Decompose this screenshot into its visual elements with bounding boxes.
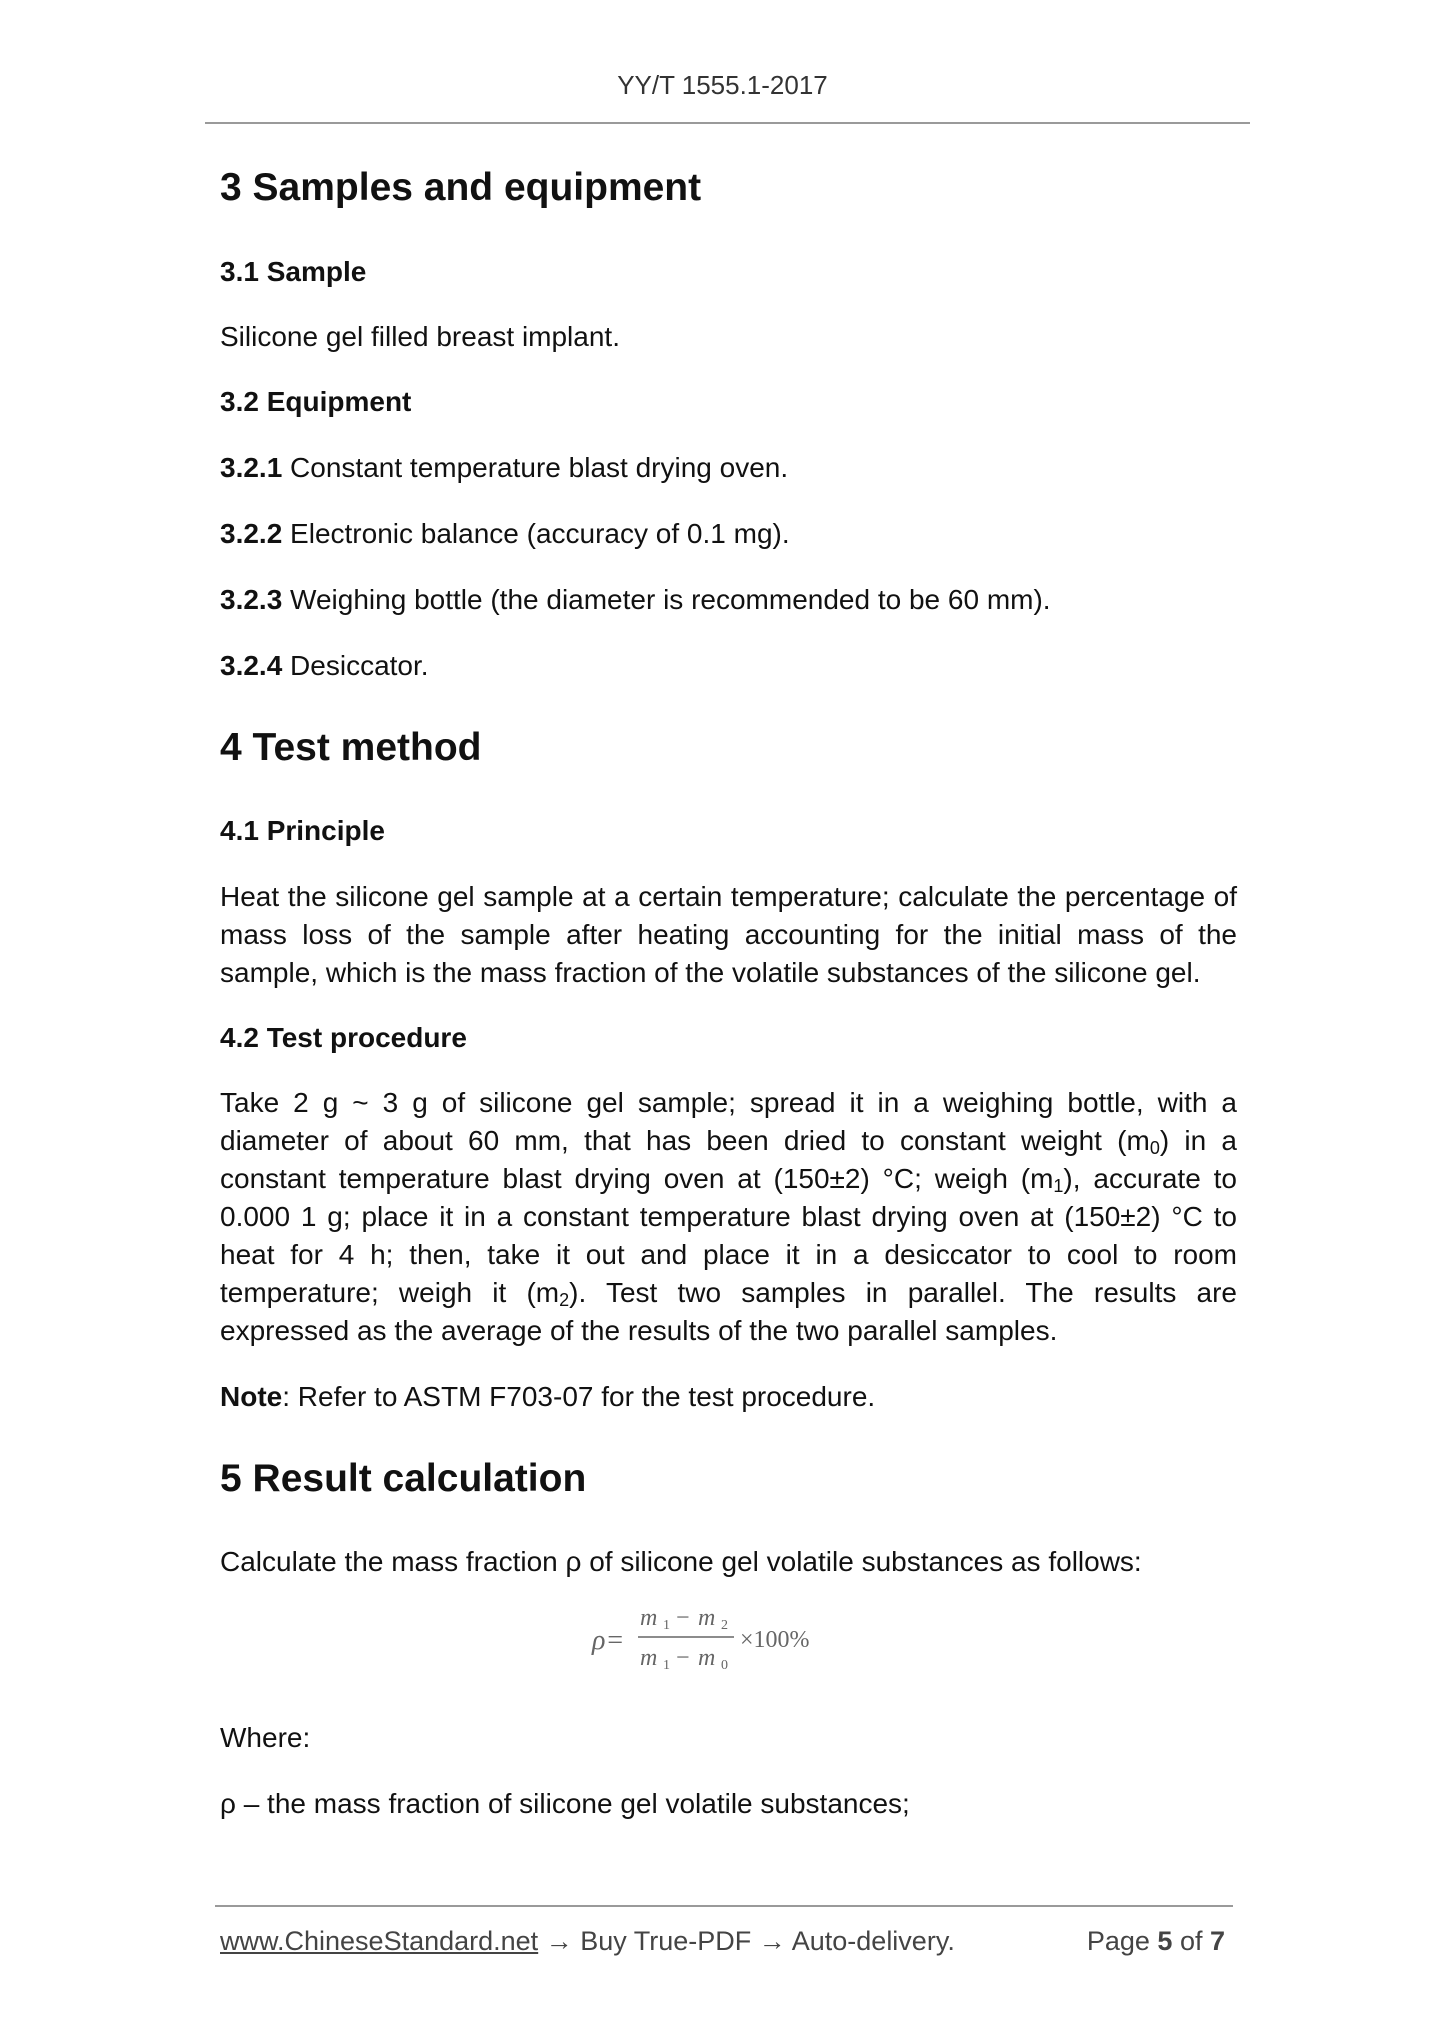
- formula-subscript: 0: [721, 1657, 728, 1673]
- equipment-item-number: 3.2.3: [220, 583, 283, 615]
- procedure-text: Take 2 g ~ 3 g of silicone gel sample; spread it in a weighing bottle, with a diameter of about 60 mm, that has been dried to constant weight (m: [220, 1087, 1237, 1157]
- formula-num-m2: m: [698, 1604, 716, 1631]
- equipment-item: [220, 449, 1237, 487]
- footer-tagline: → Buy True-PDF → Auto-delivery.: [538, 1926, 955, 1956]
- volatile-fraction-formula: [220, 1599, 1237, 1679]
- formula-minus: −: [676, 1644, 690, 1671]
- equipment-item-number: 3.2.2: [220, 517, 283, 549]
- footer-divider: [215, 1905, 1233, 1907]
- page-word: Page: [1086, 1926, 1158, 1956]
- page-content: [220, 165, 1237, 1823]
- procedure-paragraph: [220, 1084, 1237, 1350]
- subscript: 2: [559, 1290, 570, 1311]
- footer-promo: [220, 1926, 955, 1957]
- note-paragraph: [220, 1378, 1237, 1416]
- formula-subscript: 1: [663, 1617, 670, 1633]
- section-5-title: 5 Result calculation: [220, 1457, 587, 1501]
- equipment-item: [220, 647, 1237, 685]
- total-pages: 7: [1209, 1926, 1225, 1956]
- principle-paragraph: Heat the silicone gel sample at a certain temperature; calculate the percentage of mass loss of the sample after heating accounting for the initial mass of the sample, which is the mass fraction of the volatile substances of the silicone gel.: [220, 880, 1237, 988]
- sample-text: Silicone gel filled breast implant.: [220, 321, 620, 353]
- subscript: 1: [1053, 1176, 1064, 1197]
- subsection-3-1-title: 3.1 Sample: [220, 255, 367, 287]
- formula-rhs: ×100%: [740, 1626, 810, 1653]
- subsection-4-2-title: 4.2 Test procedure: [220, 1021, 467, 1053]
- equipment-item-text: Constant temperature blast drying oven.: [282, 451, 789, 483]
- note-label: Note: [220, 1381, 283, 1413]
- formula-minus: −: [676, 1604, 690, 1631]
- where-label: Where:: [220, 1721, 311, 1753]
- website-link[interactable]: www.ChineseStandard.net: [220, 1926, 539, 1956]
- document-code-header: YY/T 1555.1-2017: [617, 70, 828, 100]
- formula-den-m0: m: [698, 1644, 716, 1671]
- of-word: of: [1172, 1926, 1210, 1956]
- header-divider: [205, 122, 1250, 124]
- calculation-intro: Calculate the mass fraction ρ of silicone gel volatile substances as follows:: [220, 1545, 1142, 1577]
- section-4-title: 4 Test method: [220, 725, 482, 769]
- section-3-title: 3 Samples and equipment: [220, 166, 702, 209]
- equipment-item-text: Weighing bottle (the diameter is recommended to be 60 mm).: [282, 583, 1051, 615]
- page-indicator: [1087, 1926, 1225, 1957]
- subscript: 0: [1149, 1138, 1160, 1159]
- equipment-item: [220, 515, 1237, 553]
- equipment-item-text: Electronic balance (accuracy of 0.1 mg).: [282, 517, 790, 549]
- note-text: : Refer to ASTM F703-07 for the test procedure.: [282, 1381, 876, 1413]
- equipment-item-number: 3.2.1: [220, 451, 283, 483]
- procedure-text: ). Test two samples in parallel. The results are expressed as the average of the results of the two parallel samples.: [220, 1277, 1238, 1347]
- formula-num-m1: m: [640, 1604, 658, 1631]
- formula-lhs: ρ=: [592, 1624, 625, 1656]
- formula-subscript: 1: [663, 1657, 670, 1673]
- procedure-text: ) in a constant temperature blast drying oven at (150±2) °C; weigh (m: [220, 1125, 1238, 1195]
- equipment-item-number: 3.2.4: [220, 649, 283, 681]
- formula-graphic: [590, 1599, 870, 1679]
- equipment-item: [220, 581, 1237, 619]
- subsection-4-1-title: 4.1 Principle: [220, 815, 385, 847]
- equipment-item-text: Desiccator.: [282, 649, 429, 681]
- formula-den-m1: m: [640, 1644, 658, 1671]
- subsection-3-2-title: 3.2 Equipment: [220, 386, 412, 418]
- rho-definition: ρ – the mass fraction of silicone gel volatile substances;: [220, 1787, 910, 1819]
- procedure-text: ), accurate to 0.000 1 g; place it in a constant temperature blast drying oven at (150±2) °C to heat for 4 h; then, take it out and place it in a desiccator to cool to room temperature; weigh it (m: [220, 1163, 1238, 1309]
- formula-subscript: 2: [721, 1617, 728, 1633]
- current-page-number: 5: [1157, 1926, 1173, 1956]
